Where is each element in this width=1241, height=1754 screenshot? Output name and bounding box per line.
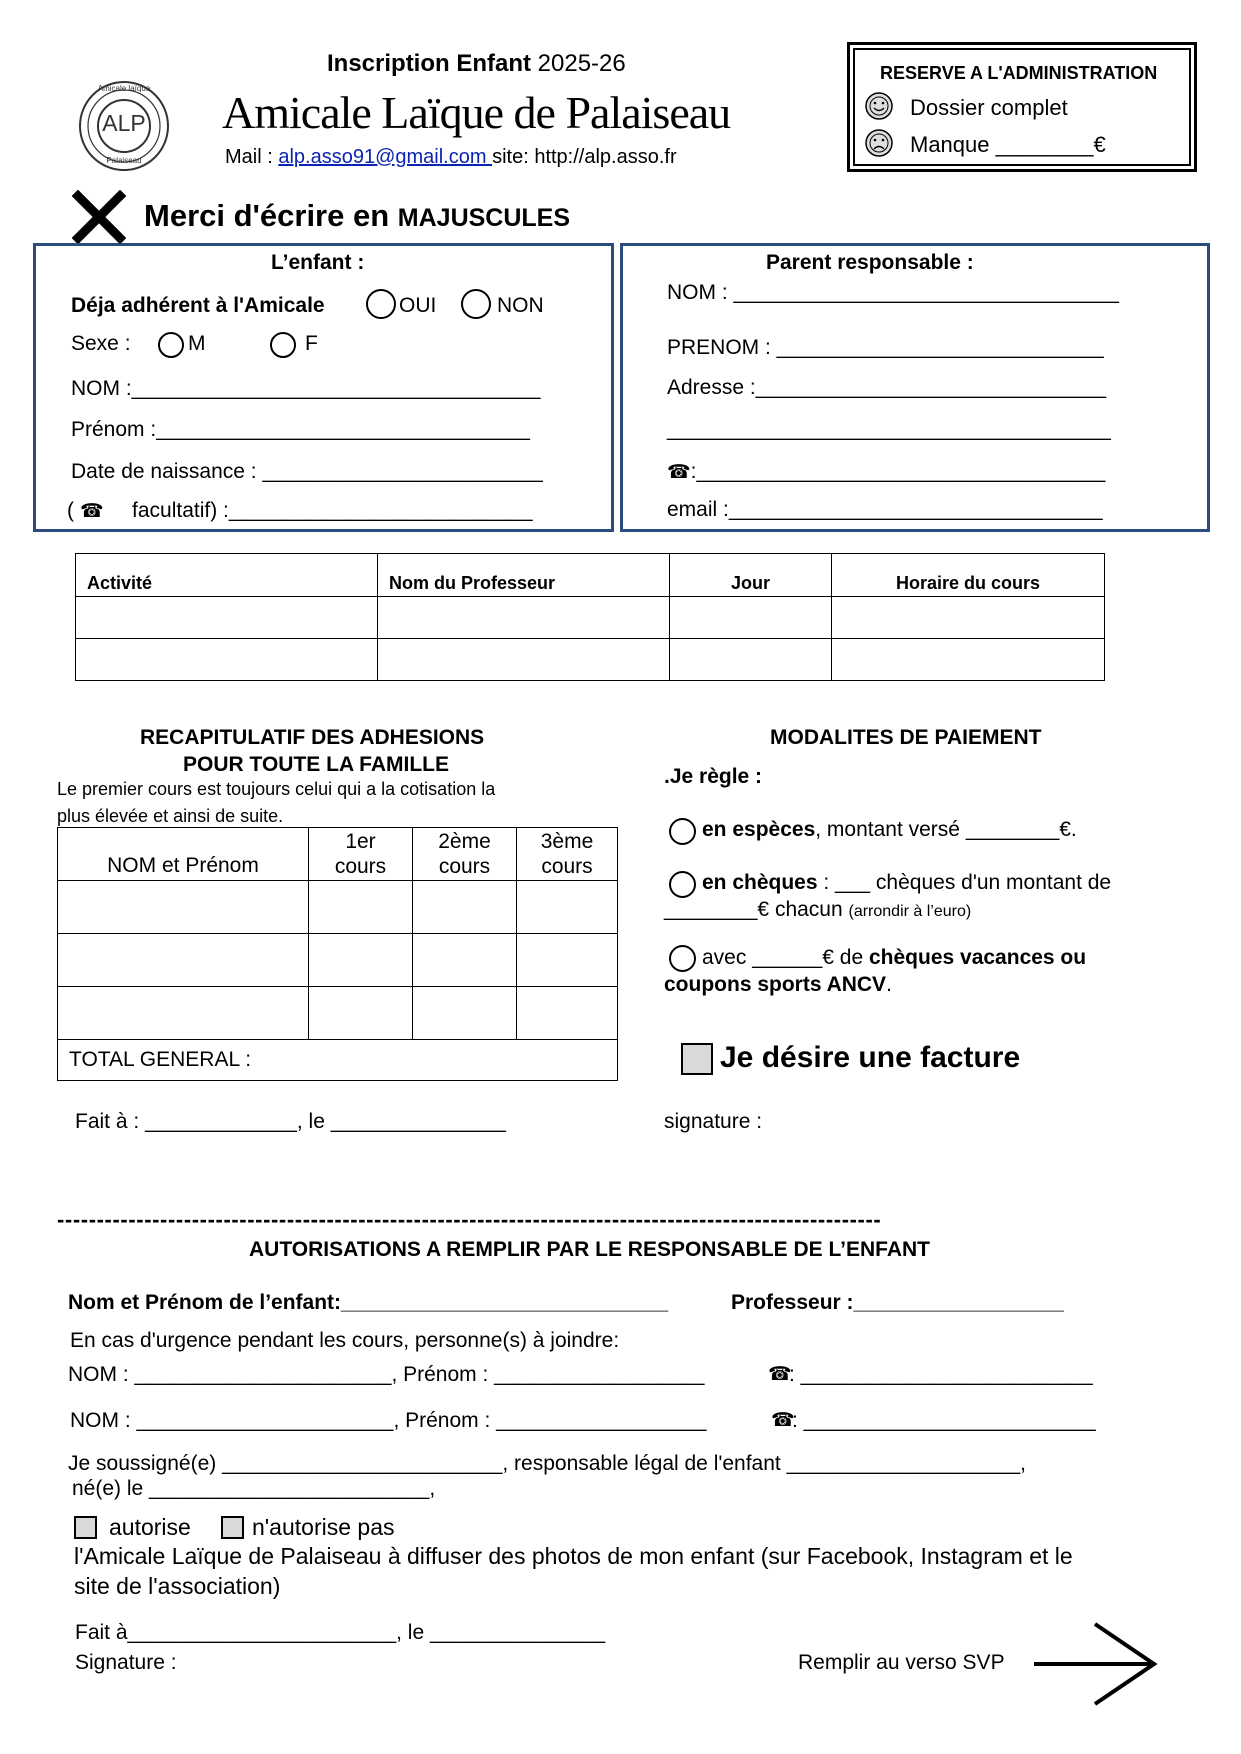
- table-cell[interactable]: [309, 934, 413, 987]
- parent-last-name-field[interactable]: NOM : _________________________________: [667, 281, 1119, 304]
- parent-title: Parent responsable :: [766, 251, 974, 274]
- admin-complete: Dossier complet: [910, 95, 1068, 120]
- child-phone-text: facultatif) :__________________________: [132, 499, 533, 522]
- table-cell[interactable]: [517, 987, 618, 1040]
- table-cell[interactable]: [58, 987, 309, 1040]
- table-row: [58, 881, 618, 934]
- member-label: Déja adhérent à l'Amicale: [71, 294, 325, 317]
- parent-email-field[interactable]: email :________________________________: [667, 498, 1103, 521]
- signature-field[interactable]: signature :: [664, 1110, 763, 1133]
- child-first-name-field[interactable]: Prénom :________________________________: [71, 418, 530, 441]
- recap-total-label: TOTAL GENERAL :: [69, 1048, 252, 1071]
- smile-icon: [864, 91, 894, 126]
- pay-vacation-bold2: coupons sports ANCV: [664, 973, 887, 996]
- child-phone-open: (: [67, 499, 74, 522]
- auth-teacher-field[interactable]: Professeur :__________________: [731, 1291, 1064, 1314]
- recap-col3-header: [517, 828, 618, 881]
- form-title-year: 2025-26: [531, 50, 626, 77]
- parent-phone-field[interactable]: [667, 460, 1105, 484]
- pay-vacation-line: [702, 946, 1086, 970]
- recap-name-header: [58, 828, 309, 881]
- logo-center-text: ALP: [102, 110, 146, 136]
- table-cell[interactable]: [517, 934, 618, 987]
- activity-header: [76, 554, 378, 597]
- mail-label: Mail :: [225, 146, 279, 168]
- frown-icon: [864, 128, 894, 163]
- table-cell[interactable]: [413, 881, 517, 934]
- pay-check-bold: en chèques: [702, 871, 818, 894]
- mail-link[interactable]: alp.asso91@gmail.com: [278, 146, 493, 168]
- child-phone-field[interactable]: [67, 499, 533, 523]
- member-yes-radio[interactable]: [366, 289, 396, 319]
- pay-check-line2: [664, 898, 971, 922]
- phone-icon: ☎: [667, 462, 691, 483]
- pay-check-line: [702, 871, 1111, 895]
- parent-address-field[interactable]: Adresse :______________________________: [667, 376, 1107, 399]
- phone-icon: ☎: [771, 1410, 795, 1431]
- pay-cash-rest: , montant versé ________€.: [815, 818, 1077, 841]
- teacher-header-text: Nom du Professeur: [389, 573, 556, 593]
- pay-check-small: (arrondir à l’euro): [848, 903, 972, 920]
- logo-top-text: Amicale laïque: [97, 84, 151, 93]
- table-cell[interactable]: [76, 597, 378, 639]
- pay-check-radio[interactable]: [669, 871, 696, 898]
- child-birth-field[interactable]: Date de naissance : ________________________: [71, 460, 543, 483]
- recap-table: [57, 827, 618, 1081]
- recap-col1-a: 1er: [345, 830, 376, 853]
- pay-check-amount: ________€ chacun: [664, 898, 849, 921]
- table-cell[interactable]: [517, 881, 618, 934]
- pay-cash-line: [702, 818, 1077, 842]
- auth-signature-field[interactable]: Signature :: [75, 1651, 177, 1674]
- recap-col2-header: [413, 828, 517, 881]
- logo: [78, 80, 170, 172]
- pay-vacation-line2: [664, 973, 892, 997]
- parent-first-name-field[interactable]: PRENOM : ____________________________: [667, 336, 1104, 359]
- not-authorise-checkbox[interactable]: [221, 1516, 244, 1539]
- form-title: [327, 50, 626, 78]
- recap-title-1: RECAPITULATIF DES ADHESIONS: [140, 726, 485, 749]
- recap-title-2: POUR TOUTE LA FAMILLE: [183, 753, 449, 776]
- instruction-caps: MAJUSCULES: [397, 204, 571, 232]
- site-text: site: http://alp.asso.fr: [492, 146, 677, 168]
- table-cell[interactable]: [58, 934, 309, 987]
- table-cell[interactable]: [378, 597, 670, 639]
- child-last-name-field[interactable]: NOM :___________________________________: [71, 377, 541, 400]
- recap-col1-header: [309, 828, 413, 881]
- table-cell[interactable]: [413, 987, 517, 1040]
- auth-title: AUTORISATIONS A REMPLIR PAR LE RESPONSABLE DE L’ENFANT: [249, 1238, 930, 1261]
- day-header-text: Jour: [730, 573, 770, 593]
- admin-title: RESERVE A L'ADMINISTRATION: [880, 63, 1158, 83]
- separator-line: --------------------------------------------------------------------------------------------------------: [57, 1207, 882, 1232]
- contact1-phone-field[interactable]: : _________________________: [789, 1363, 1093, 1386]
- born-field[interactable]: né(e) le ________________________,: [72, 1477, 436, 1500]
- day-header: [670, 554, 832, 597]
- payment-title: MODALITES DE PAIEMENT: [770, 726, 1042, 749]
- table-cell[interactable]: [76, 639, 378, 681]
- member-no-radio[interactable]: [461, 289, 491, 319]
- table-cell[interactable]: [670, 597, 832, 639]
- activity-header-text: Activité: [87, 573, 153, 593]
- recap-note-1: Le premier cours est toujours celui qui a la cotisation la: [57, 779, 496, 799]
- sex-label: Sexe :: [71, 332, 131, 355]
- teacher-header: [378, 554, 670, 597]
- auth-child-name-field[interactable]: Nom et Prénom de l’enfant:____________________________: [68, 1291, 669, 1314]
- recap-col1-b: cours: [334, 855, 387, 878]
- pay-vacation-radio[interactable]: [669, 945, 696, 972]
- table-row: [76, 597, 1105, 639]
- table-cell[interactable]: [378, 639, 670, 681]
- invoice-checkbox[interactable]: [681, 1043, 713, 1075]
- pay-check-rest: : ___ chèques d'un montant de: [817, 871, 1112, 894]
- arrow-right-icon: [1030, 1620, 1160, 1715]
- member-no-label: NON: [497, 294, 544, 317]
- invoice-label: Je désire une facture: [720, 1041, 1021, 1074]
- pay-cash-radio[interactable]: [669, 818, 696, 845]
- instruction-text: Merci d'écrire en: [144, 198, 398, 233]
- pay-vacation-start: avec ______€ de: [702, 946, 869, 969]
- table-cell[interactable]: [832, 597, 1105, 639]
- contact2-phone-field[interactable]: : _________________________: [792, 1409, 1096, 1432]
- table-row: [58, 987, 618, 1040]
- table-cell[interactable]: [58, 881, 309, 934]
- schedule-header: [832, 554, 1105, 597]
- logo-bottom-text: Palaiseau: [106, 156, 142, 165]
- not-authorise-label: n'autorise pas: [252, 1514, 395, 1540]
- done-at-field[interactable]: Fait à : _____________, le _______________: [75, 1110, 506, 1133]
- table-cell[interactable]: [413, 934, 517, 987]
- table-cell[interactable]: [309, 881, 413, 934]
- admin-box: [847, 42, 1197, 172]
- recap-col3-b: cours: [541, 855, 593, 878]
- recap-col2-b: cours: [438, 855, 491, 878]
- pay-vacation-end: .: [886, 973, 892, 996]
- authorise-label: autorise: [109, 1514, 191, 1540]
- payment-intro: .Je règle :: [664, 765, 763, 788]
- org-name: Amicale Laïque de Palaiseau: [222, 87, 731, 138]
- sex-male-radio[interactable]: [158, 332, 184, 358]
- form-title-bold: Inscription Enfant: [327, 50, 531, 77]
- parent-address2-field[interactable]: ______________________________________: [667, 418, 1111, 441]
- photo-text-2: site de l'association): [74, 1573, 281, 1599]
- schedule-header-text: Horaire du cours: [895, 573, 1041, 593]
- cross-icon: [72, 190, 126, 249]
- activity-table: [75, 553, 1105, 681]
- phone-icon: ☎: [768, 1364, 792, 1385]
- member-yes-label: OUI: [399, 294, 437, 317]
- undersigned-field[interactable]: Je soussigné(e) ________________________, responsable légal de l'enfant ____________________,: [68, 1452, 1027, 1475]
- instruction: [144, 198, 570, 234]
- child-title: L’enfant :: [271, 251, 365, 274]
- recap-note-2: plus élevée et ainsi de suite.: [57, 806, 284, 826]
- photo-text-1: l'Amicale Laïque de Palaiseau à diffuser des photos de mon enfant (sur Facebook, Instagram et le: [74, 1543, 1073, 1569]
- sex-female-label: F: [305, 332, 318, 355]
- recap-name-header-text: NOM et Prénom: [107, 854, 259, 877]
- table-row: [58, 934, 618, 987]
- recap-col2-a: 2ème: [438, 830, 491, 853]
- sex-female-radio[interactable]: [270, 332, 296, 358]
- auth-emergency: En cas d'urgence pendant les cours, personne(s) à joindre:: [70, 1329, 620, 1352]
- recap-col3-a: 3ème: [540, 830, 594, 853]
- phone-icon: ☎: [80, 501, 104, 522]
- table-cell[interactable]: [309, 987, 413, 1040]
- contact2-field[interactable]: NOM : ______________________, Prénom : __________________: [70, 1409, 707, 1432]
- recap-total[interactable]: [58, 1040, 618, 1081]
- pay-vacation-bold1: chèques vacances ou: [868, 946, 1087, 969]
- parent-phone-text: :___________________________________: [690, 460, 1106, 483]
- sex-male-label: M: [188, 332, 206, 355]
- verso-text: Remplir au verso SVP: [798, 1651, 1005, 1674]
- table-row: [76, 639, 1105, 681]
- authorise-checkbox[interactable]: [74, 1516, 97, 1539]
- pay-cash-bold: en espèces: [702, 818, 816, 841]
- table-cell[interactable]: [832, 639, 1105, 681]
- contact1-field[interactable]: NOM : ______________________, Prénom : __________________: [68, 1363, 705, 1386]
- contact-line: [225, 146, 677, 169]
- auth-done-at-field[interactable]: Fait à_______________________, le _______________: [75, 1621, 606, 1644]
- table-cell[interactable]: [670, 639, 832, 681]
- admin-missing: Manque ________€: [910, 132, 1106, 157]
